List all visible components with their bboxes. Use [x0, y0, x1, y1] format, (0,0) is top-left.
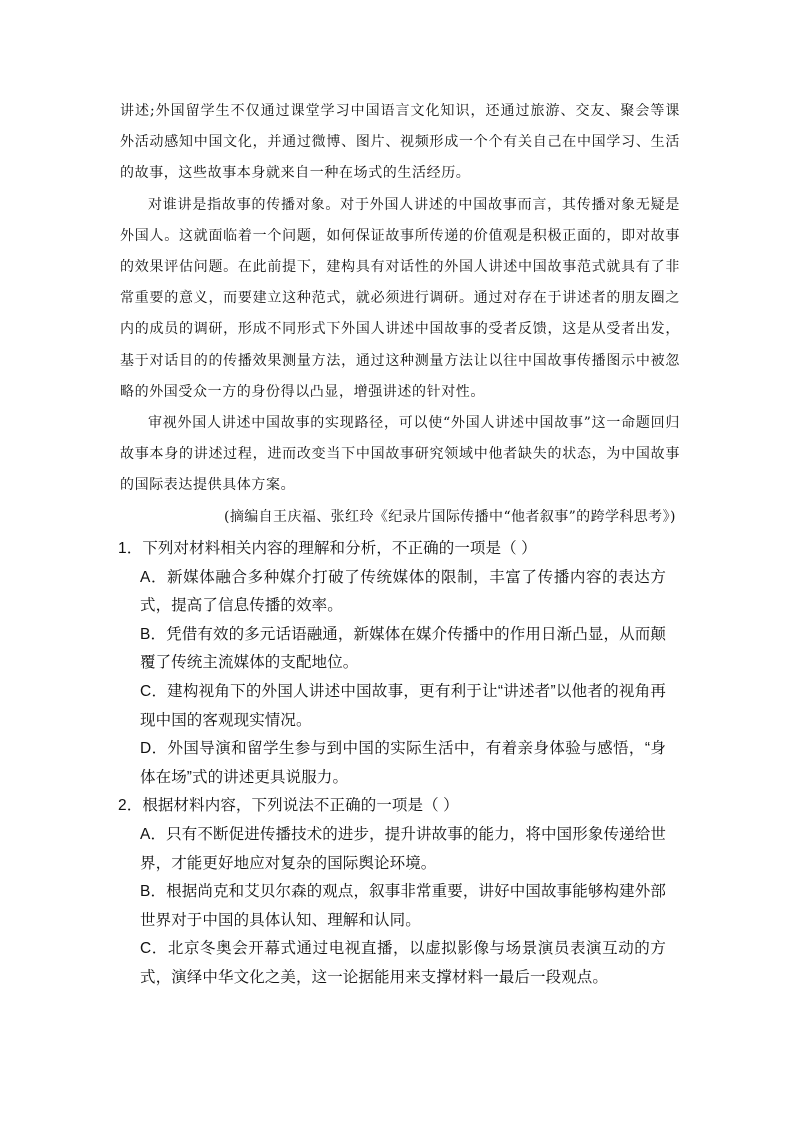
question-1 [118, 535, 684, 792]
reading-passage [120, 96, 680, 502]
option-a: A．只有不断促进传播技术的进步，提升讲故事的能力，将中国形象传递给世界，才能更好地应对复杂的国际舆论环境。 [140, 825, 666, 872]
question-stem: 2．根据材料内容，下列说法不正确的一项是（ ） [118, 797, 459, 815]
question-stem: 1．下列对材料相关内容的理解和分析，不正确的一项是（ ） [118, 540, 537, 557]
passage-paragraph: 审视外国人讲述中国故事的实现路径，可以使“外国人讲述中国故事”这一命题回归故事本身的讲述过程，进而改变当下中国故事研究领域中他者缺失的状态，为中国故事的国际表达提供具体方案。 [120, 415, 680, 494]
option-c: C．北京冬奥会开幕式通过电视直播，以虚拟影像与场景演员表演互动的方式，演绎中华文化之美，这一论据能用来支撑材料一最后一段观点。 [140, 940, 666, 986]
passage-paragraph: 讲述;外国留学生不仅通过课堂学习中国语言文化知识，还通过旅游、交友、聚会等课外活动感知中国文化，并通过微博、图片、视频形成一个个有关自己在中国学习、生活的故事，这些故事本身就来自一种在场式的生活经历。 [120, 103, 680, 182]
passage-paragraph: 对谁讲是指故事的传播对象。对于外国人讲述的中国故事而言，其传播对象无疑是外国人。这就面临着一个问题，如何保证故事所传递的价值观是积极正面的，即对故事的效果评估问题。在此前提下，建构具有对话性的外国人讲述中国故事范式就具有了非常重要的意义，而要建立这种范式，就必须进行调研。通过对存在于讲述者的朋友圈之内的成员的调研，形成不同形式下外国人讲述中国故事的受者反馈，这是从受者出发，基于对话目的的传播效果测量方法，通过这种测量方法让以往中国故事传播图示中被忽略的外国受众一方的身份得以凸显，增强讲述的针对性。 [120, 196, 680, 400]
passage-source-citation: (摘编自王庆福、张红玲《纪录片国际传播中“他者叙事”的跨学科思考》) [224, 509, 676, 525]
question-list [118, 535, 684, 993]
option-d: D．外国导演和留学生参与到中国的实际生活中，有着亲身体验与感悟，“身体在场”式的讲述更具说服力。 [140, 740, 666, 786]
option-c: C．建构视角下的外国人讲述中国故事，更有利于让“讲述者”以他者的视角再现中国的客观现实情况。 [140, 682, 666, 729]
option-a: A．新媒体融合多种媒介打破了传统媒体的限制，丰富了传播内容的表达方式，提高了信息传播的效率。 [140, 568, 666, 615]
question-2 [118, 792, 684, 992]
option-b: B．凭借有效的多元话语融通，新媒体在媒介传播中的作用日渐凸显，从而颠覆了传统主流媒体的支配地位。 [140, 625, 666, 672]
option-b: B．根据尚克和艾贝尔森的观点，叙事非常重要，讲好中国故事能够构建外部世界对于中国的具体认知、理解和认同。 [140, 883, 666, 929]
